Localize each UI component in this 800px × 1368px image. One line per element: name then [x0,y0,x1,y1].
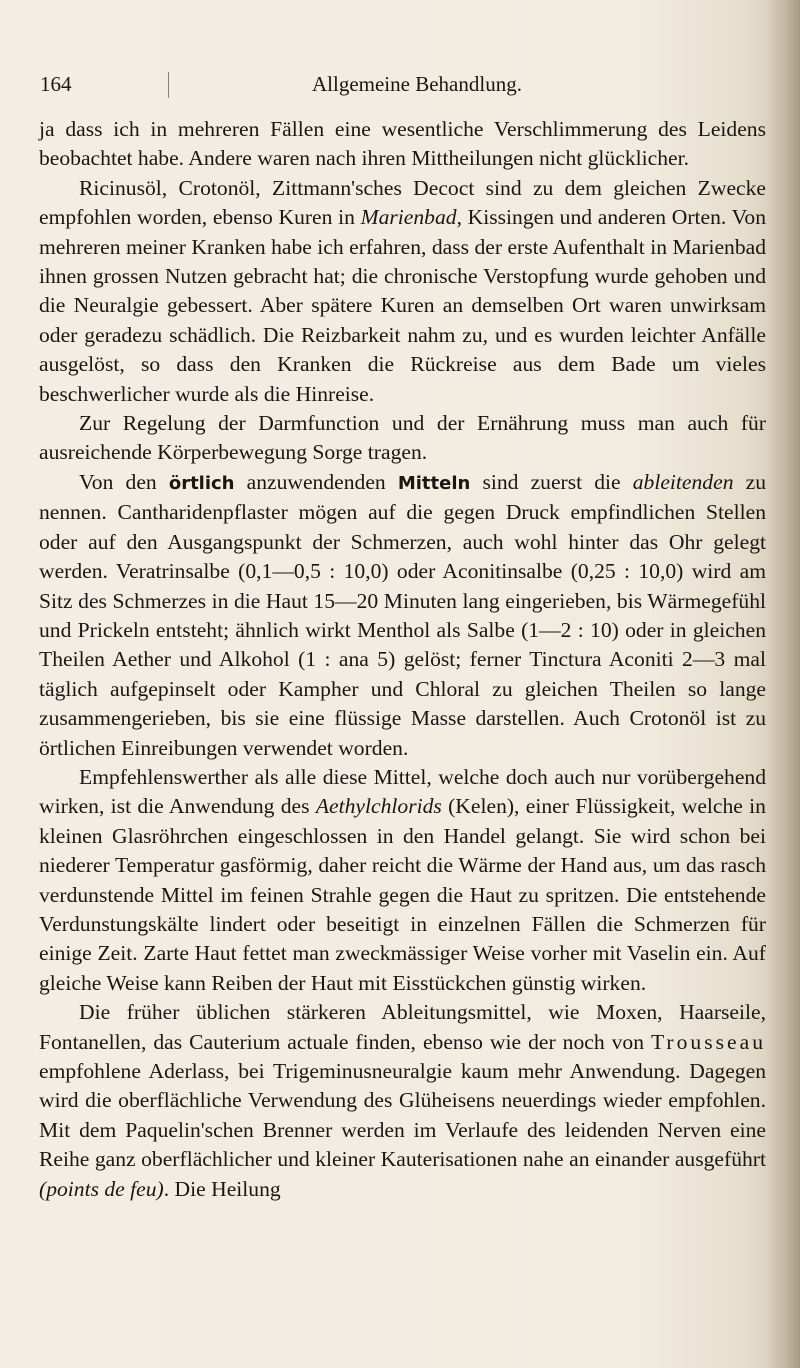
header-mark [168,72,169,98]
paragraph-5-text-a: Empfehlenswerther als alle diese Mittel, welche doch auch nur vorübergehend wirken, ist die Anwendung des [39,764,766,819]
paragraph-4-text-d: zu nennen. Cantharidenpflaster mögen auf die gegen Druck empfindlichen Stellen oder auf den Ausgangspunkt der Schmerzen, auch wohl hinter das Ohr gelegt werden. Veratrinsalbe (0,1—0,5 : 10,0) oder Aconitinsalbe (0,25 : 10,0) wird am Sitz des Schmerzes in die Haut 15—20 Minuten lang eingerieben, bis Wärmegefühl und Prickeln entsteht; ähnlich wirkt Menthol als Salbe (1—2 : 10) oder in gleichen Theilen Aether und Alkohol (1 : ana 5) gelöst; ferner Tinctura Aconiti 2—3 mal täglich aufgepinselt oder Kampher und Chloral zu gleichen Theilen so lange zusammengerieben, bis sie eine flüssige Masse darstellen. Auch Crotonöl ist zu örtlichen Einreibungen verwendet worden. [39,469,767,760]
page-edge-shadow [766,0,800,1368]
paragraph-6 [39,998,766,1204]
paragraph-2-text-b: , Kissingen und anderen Orten. Von mehreren meiner Kranken habe ich erfahren, dass der erste Aufenthalt in Marienbad ihnen grossen Nutzen gebracht hat; die chronische Verstopfung wurde gehoben und die Neuralgie gebessert. Aber spätere Kuren an demselben Ort waren unwirksam oder geradezu schädlich. Die Reizbarkeit nahm zu, und es wurden leichter Anfälle ausgelöst, so dass den Kranken die Rückreise aus dem Bade um vieles beschwerlicher wurde als die Hinreise. [39,205,766,406]
body-text [39,115,766,1204]
paragraph-6-text-c: . Die Heilung [163,1176,281,1201]
paragraph-4-text-c: sind zuerst die [470,469,633,494]
emphasis-trousseau: Trousseau [651,1029,766,1054]
emphasis-mitteln: Mitteln [397,472,471,494]
page-header [40,72,760,104]
emphasis-ableitenden: ableitenden [632,469,734,494]
paragraph-6-text-a: Die früher üblichen stärkeren Ableitungsmittel, wie Moxen, Haarseile, Fontanellen, das Cauterium actuale finden, ebenso wie der noch von [39,1000,766,1054]
paragraph-5-text-b: (Kelen), einer Flüssigkeit, welche in kleinen Glasröhrchen eingeschlossen in den Handel gelangt. Sie wird schon bei niederer Temperatur gasförmig, daher reicht die Wärme der Hand aus, um das rasch verdunstende Mittel im feinen Strahle gegen die Haut zu spritzen. Die entstehende Verdunstungskälte lindert oder beseitigt in einzelnen Fällen die Schmerzen für einige Zeit. Zarte Haut fettet man zweckmässiger Weise vorher mit Vaselin ein. Auf gleiche Weise kann Reiben der Haut mit Eisstückchen günstig wirken. [39,794,766,995]
emphasis-oertlich: örtlich [168,472,235,494]
paragraph-4 [39,468,766,763]
paragraph-5 [39,763,766,998]
paragraph-4-text-b: anzuwendenden [234,469,398,494]
page-number: 164 [40,72,72,96]
emphasis-marienbad: Marienbad [360,205,457,230]
paragraph-2-text-a: Ricinusöl, Crotonöl, Zittmann'sches Decoct sind zu dem gleichen Zwecke empfohlen worden, ebenso Kuren in [39,175,766,230]
paragraph-6-text-b: empfohlene Aderlass, bei Trigeminusneuralgie kaum mehr Anwendung. Dagegen wird die oberflächliche Verwendung des Glüheisens neuerdings wieder empfohlen. Mit dem Paquelin'schen Brenner werden im Verlaufe des leidenden Nerven eine Reihe ganz oberflächlicher und kleiner Kauterisationen nahe an einander ausgeführt [39,1059,766,1172]
running-title: Allgemeine Behandlung. [312,72,522,96]
paragraph-2 [39,174,766,409]
emphasis-points-de-feu: (points de feu) [39,1176,164,1201]
paragraph-4-text-a: Von den [79,469,169,494]
paragraph-1: ja dass ich in mehreren Fällen eine wesentliche Verschlimmerung des Leidens beobachtet habe. Andere waren nach ihren Mittheilungen nicht glücklicher. [39,117,766,171]
paragraph-3: Zur Regelung der Darmfunction und der Ernährung muss man auch für ausreichende Körperbewegung Sorge tragen. [39,411,766,465]
emphasis-aethylchlorids: Aethylchlorids [315,794,442,819]
